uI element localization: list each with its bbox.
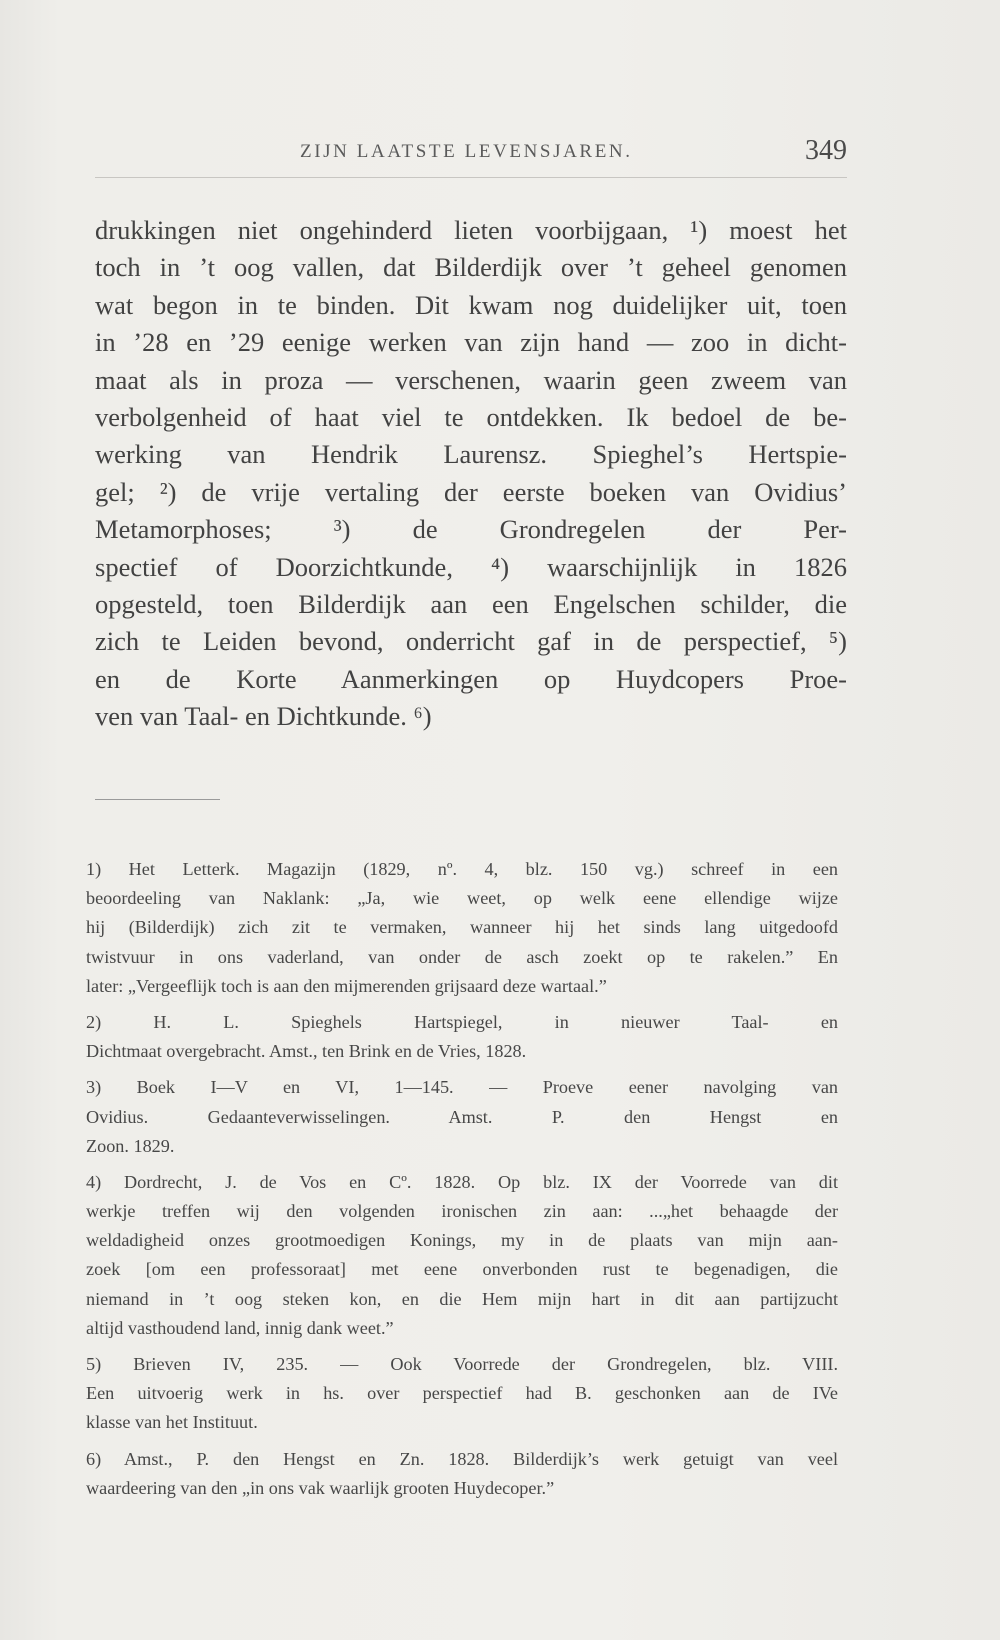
footnote-line: 1) Het Letterk. Magazijn (1829, nº. 4, blz. 150 vg.) schreef in een xyxy=(86,859,838,879)
body-line: ven van Taal- en Dichtkunde. ⁶) xyxy=(95,701,432,732)
body-paragraph xyxy=(95,212,847,735)
body-line: verbolgenheid of haat viel te ontdekken. Ik bedoel de be- xyxy=(95,401,847,432)
body-line: maat als in proza — verschenen, waarin geen zweem van xyxy=(95,364,847,395)
footnote-2 xyxy=(86,1008,838,1066)
footnote-line: later: „Vergeeflijk toch is aan den mijmerenden grijsaard deze wartaal.” xyxy=(86,975,607,996)
body-line: wat begon in te binden. Dit kwam nog duidelijker uit, toen xyxy=(95,289,847,320)
footnote-line: 2) H. L. Spieghels Hartspiegel, in nieuwer Taal- en xyxy=(86,1011,838,1032)
footnote-3 xyxy=(86,1073,838,1161)
body-line: zich te Leiden bevond, onderricht gaf in de perspectief, ⁵) xyxy=(95,626,847,657)
footnote-line: altijd vasthoudend land, innig dank weet.” xyxy=(86,1317,394,1338)
footnote-line: zoek [om een professoraat] met eene onverbonden rust te begenadigen, die xyxy=(86,1259,838,1280)
running-title: ZIJN LAATSTE LEVENSJAREN. xyxy=(300,141,633,162)
body-line: toch in ’t oog vallen, dat Bilderdijk over ’t geheel genomen xyxy=(95,252,847,283)
footnote-line: klasse van het Instituut. xyxy=(86,1412,258,1433)
body-line: en de Korte Aanmerkingen op Huydcopers Proe- xyxy=(95,663,847,694)
footnotes xyxy=(86,855,838,1510)
footnote-line: waardeering van den „in ons vak waarlijk grooten Huydecoper.” xyxy=(86,1477,555,1498)
footnote-line: Dichtmaat overgebracht. Amst., ten Brink en de Vries, 1828. xyxy=(86,1041,527,1062)
footnote-line: Een uitvoerig werk in hs. over perspectief had B. geschonken aan de IVe xyxy=(86,1383,838,1404)
footnote-4 xyxy=(86,1168,838,1343)
footnote-5 xyxy=(86,1350,838,1438)
footnote-line: twistvuur in ons vaderland, van onder de asch zoekt op te rakelen.” En xyxy=(86,946,838,967)
footnote-1 xyxy=(86,855,838,1001)
page-number: 349 xyxy=(805,135,847,166)
footnote-line: Zoon. 1829. xyxy=(86,1135,175,1156)
running-head xyxy=(95,137,847,178)
footnote-line: weldadigheid onzes grootmoedigen Konings, my in de plaats van mijn aan- xyxy=(86,1230,838,1251)
body-line: opgesteld, toen Bilderdijk aan een Engelschen schilder, die xyxy=(95,588,847,619)
body-line: in ’28 en ’29 eenige werken van zijn hand — zoo in dicht- xyxy=(95,327,847,358)
body-line: werking van Hendrik Laurensz. Spieghel’s Hertspie- xyxy=(95,439,847,470)
footnote-line: 6) Amst., P. den Hengst en Zn. 1828. Bilderdijk’s werk getuigt van veel xyxy=(86,1448,838,1469)
footnote-6 xyxy=(86,1445,838,1503)
footnote-line: 5) Brieven IV, 235. — Ook Voorrede der Grondregelen, blz. VIII. xyxy=(86,1354,838,1374)
body-line: spectief of Doorzichtkunde, ⁴) waarschijnlijk in 1826 xyxy=(95,551,847,582)
body-line: Metamorphoses; ³) de Grondregelen der Per- xyxy=(95,514,847,545)
body-line: drukkingen niet ongehinderd lieten voorbijgaan, ¹) moest het xyxy=(95,215,847,245)
footnote-line: 3) Boek I—V en VI, 1—145. — Proeve eener navolging van xyxy=(86,1077,838,1098)
body-line: gel; ²) de vrije vertaling der eerste boeken van Ovidius’ xyxy=(95,476,847,507)
footnote-line: hij (Bilderdijk) zich zit te vermaken, wanneer hij het sinds lang uitgedoofd xyxy=(86,917,838,938)
footnote-line: Ovidius. Gedaanteverwisselingen. Amst. P. den Hengst en xyxy=(86,1106,838,1127)
footnote-line: werkje treffen wij den volgenden ironischen zin aan: ...„het behaagde der xyxy=(86,1201,838,1222)
footnote-line: niemand in ’t oog steken kon, en die Hem mijn hart in dit aan partijzucht xyxy=(86,1288,838,1309)
footnote-divider xyxy=(95,799,220,800)
footnote-line: beoordeeling van Naklank: „Ja, wie weet, op welk eene ellendige wijze xyxy=(86,888,838,909)
footnote-line: 4) Dordrecht, J. de Vos en Cº. 1828. Op blz. IX der Voorrede van dit xyxy=(86,1171,838,1192)
